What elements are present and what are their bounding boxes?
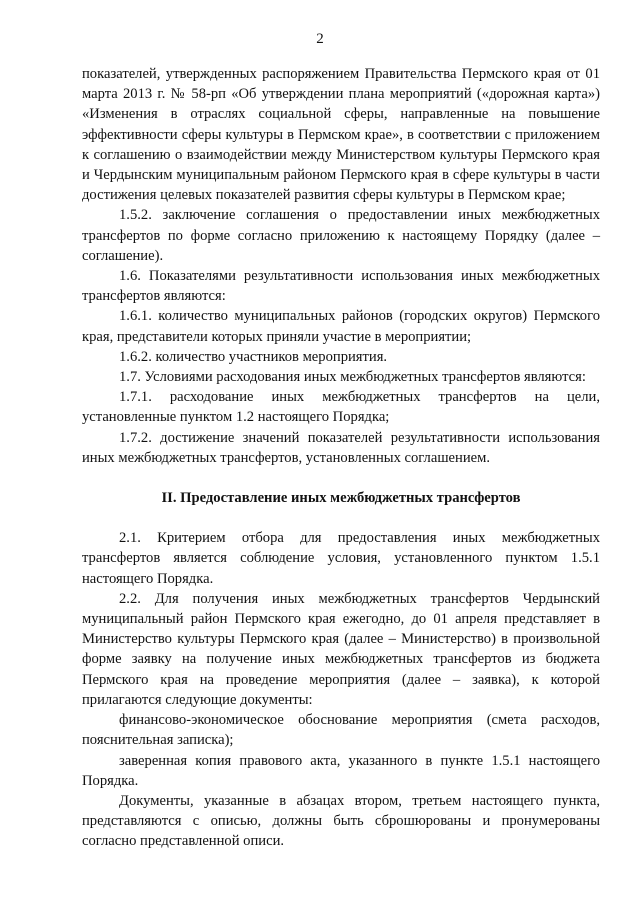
paragraph-1-7: 1.7. Условиями расходования иных межбюджетных трансфертов являются: [119,369,586,386]
paragraph-documents-note: Документы, указанные в абзацах втором, третьем настоящего пункта, представляются с описью, должны быть сброшюрованы и пронумерованы согласно представленной описи. [82,792,600,850]
paragraph-1-7-2: 1.7.2. достижение значений показателей результативности использования иных межбюджетных трансфертов, установленных соглашением. [82,429,600,466]
paragraph-1-5-2: 1.5.2. заключение соглашения о предоставлении иных межбюджетных трансфертов по форме согласно приложению к настоящему Порядку (далее – соглашение). [82,207,600,264]
paragraph-2-1: 2.1. Критерием отбора для предоставления иных межбюджетных трансфертов является соблюдение условия, установленного пунктом 1.5.1 настоящего Порядка. [82,530,600,587]
paragraph-doc-list-2: заверенная копия правового акта, указанного в пункте 1.5.1 настоящего Порядка. [82,752,600,789]
paragraph-continuation: показателей, утвержденных распоряжением Правительства Пермского края от 01 марта 2013 г. № 58-рп «Об утверждении плана мероприятий («дорожная карта») «Изменения в отраслях социальной сферы, направленные на повышение эффективности сферы культуры в Пермском крае», в соответствии с приложением к соглашению о взаимодействии между Министерством культуры Пермского края и Чердынским муниципальным районом Пермского края в сфере культуры в части достижения целевых показателей развития сферы культуры в Пермском крае; [82,66,600,204]
page-number: 2 [316,31,324,47]
paragraph-1-6: 1.6. Показателями результативности использования иных межбюджетных трансфертов являются: [82,268,600,305]
document-body [82,64,600,852]
paragraph-doc-list-1: финансово-экономическое обоснование мероприятия (смета расходов, пояснительная записка); [82,712,600,749]
paragraph-1-7-1: 1.7.1. расходование иных межбюджетных трансфертов на цели, установленные пунктом 1.2 настоящего Порядка; [82,389,600,426]
paragraph-1-6-1: 1.6.1. количество муниципальных районов (городских округов) Пермского края, представители которых приняли участие в мероприятии; [82,308,600,345]
section-heading: II. Предоставление иных межбюджетных трансфертов [161,490,521,507]
paragraph-2-2: 2.2. Для получения иных межбюджетных трансфертов Чердынский муниципальный район Пермского края ежегодно, до 01 апреля представляет в Министерство культуры Пермского края (далее – Министерство) в произвольной форме заявку на получение иных межбюджетных трансфертов из бюджета Пермского края на проведение мероприятия (далее – заявка), к которой прилагаются следующие документы: [82,590,600,708]
paragraph-1-6-2: 1.6.2. количество участников мероприятия. [119,348,388,365]
